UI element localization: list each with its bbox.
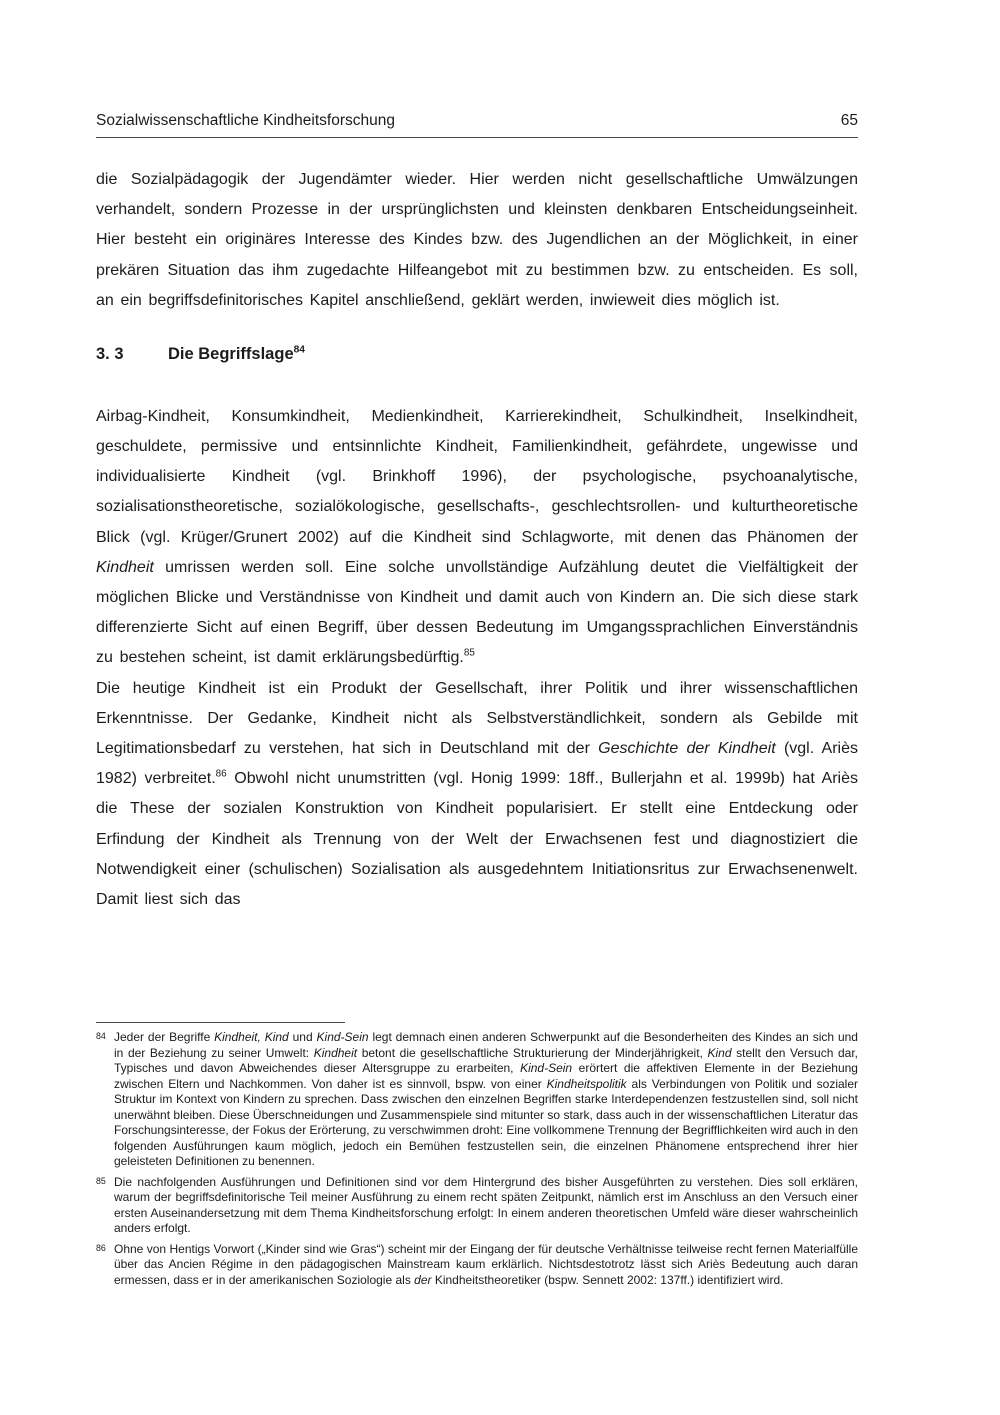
text-run: Airbag-Kindheit, Konsumkindheit, Medienkindheit, Karrierekindheit, Schulkindheit, Inselkindheit, geschuldete, permissive und entsinnlichte Kindheit, Familienkindheit, gefährdete, ungewisse und individualisierte Kindheit (vgl. Brinkhoff 1996), der psychologische, psychoanalytische, sozialisationstheoretische, sozialökologische, gesellschafts-, geschlechtsrollen- und kulturtheoretische Blick (vgl. Krüger/Grunert 2002) auf die Kindheit sind Schlagworte, mit denen das Phänomen der (96, 407, 858, 546)
header-title: Sozialwissenschaftliche Kindheitsforschung (96, 112, 395, 129)
paragraph-continuation (96, 165, 858, 316)
text-run: Kind-Sein (316, 1030, 369, 1044)
footnote-85 (96, 1175, 858, 1237)
footnote-number: 85 (96, 1175, 106, 1186)
text-run: der (414, 1272, 432, 1287)
paragraph-begriffslage (96, 402, 858, 674)
footnote-reference: 86 (215, 768, 227, 780)
text-run: Die nachfolgenden Ausführungen und Definitionen sind vor dem Hintergrund des bisher Ausgeführten zu verstehen. Dies soll erklären, warum der begriffsdefinitorische Teil meiner Ausführung zu einem recht späten Zeitpunkt, nämlich erst im Anschluss an den Versuch einer ersten Auseinandersetzung mit dem Thema Kindheitsforschung erfolgt: In einem anderen theoretischen Umfeld wäre dieser wahrscheinlich anders erfolgt. (114, 1174, 858, 1235)
text-run: Die heutige Kindheit ist ein Produkt der Gesellschaft, ihrer Politik und ihrer wissenschaftlichen Erkenntnisse. Der Gedanke, Kindheit nicht als Selbstverständlichkeit, sondern als Gebilde mit Legitimationsbedarf zu verstehen, hat sich in Deutschland mit der (96, 679, 858, 758)
footnote-number: 86 (96, 1242, 106, 1253)
body-text (96, 165, 858, 915)
footnote-text (114, 1030, 858, 1170)
text-run: Kindheit (96, 558, 154, 576)
paragraph-heutige-kindheit (96, 674, 858, 916)
footnote-separator (96, 1022, 345, 1023)
text-run: betont die gesellschaftliche Strukturierung der Minderjährigkeit, (357, 1045, 708, 1060)
text-run: Kindheitstheoretiker (bspw. Sennett 2002: 137ff.) identifiziert wird. (431, 1272, 784, 1287)
text-run: Kind (707, 1045, 732, 1060)
footnote-area (96, 1022, 858, 1293)
text-run: stellt den Versuch dar, Typisches und davon Abweichendes dieser Altersgruppe zu erarbeiten, (114, 1045, 859, 1075)
running-header (96, 112, 858, 138)
text-run: Jeder der Begriffe (114, 1030, 215, 1044)
text-run: Geschichte der Kindheit (598, 740, 776, 758)
heading-label: Die Begriffslage (168, 345, 294, 364)
footnote-number: 84 (96, 1031, 106, 1041)
text-run: und (288, 1030, 317, 1044)
page-number: 65 (840, 112, 858, 129)
text-run: Kind-Sein (520, 1061, 573, 1075)
text-run: legt demnach einen anderen Schwerpunkt auf die Besonderheiten des Kindes an sich und in der Beziehung zu seiner Umwelt: (114, 1030, 858, 1060)
text-run: Kindheit, Kind (214, 1030, 289, 1044)
text-run: umrissen werden soll. Eine solche unvollständige Aufzählung deutet die Vielfältigkeit der möglichen Blicke und Verständnisse von Kindheit und damit auch von Kindern an. Die sich diese stark differenzierte Sicht auf einen Begriff, über dessen Bedeutung im Umgangssprachlichen Einverständnis zu bestehen scheint, ist damit erklärungsbedürftig. (96, 558, 858, 667)
footnote-text (114, 1175, 858, 1237)
text-run: die Sozialpädagogik der Jugendämter wieder. Hier werden nicht gesellschaftliche Umwälzungen verhandelt, sondern Prozesse in der ursprünglichsten und kleinsten denkbaren Entscheidungseinheit. Hier besteht ein originäres Interesse des Kindes bzw. des Jugendlichen an der Möglichkeit, in einer prekären Situation das ihm zugedachte Hilfeangebot mit zu bestimmen bzw. zu entscheiden. Es soll, an ein begriffsdefinitorisches Kapitel anschließend, geklärt werden, inwieweit dies möglich ist. (96, 171, 858, 309)
section-heading (96, 345, 858, 365)
text-run: Obwohl nicht unumstritten (vgl. Honig 1999: 18ff., Bullerjahn et al. 1999b) hat Ariès die These der sozialen Konstruktion von Kindheit popularisiert. Er stellt eine Entdeckung oder Erfindung der Kindheit als Trennung von der Welt der Erwachsenen fest und diagnostiziert die Notwendigkeit einer (schulischen) Sozialisation als ausgedehntem Initiationsritus zur Erwachsenenwelt. Damit liest sich das (96, 770, 859, 909)
footnote-text (114, 1242, 858, 1289)
text-run: (vgl. Ariès 1982) verbreitet. (96, 740, 859, 788)
text-run: Kindheitspolitik (546, 1076, 627, 1091)
footnote-reference: 85 (463, 648, 475, 660)
text-run: Ohne von Hentigs Vorwort („Kinder sind wie Gras“) scheint mir der Eingang der für deutsche Verhältnisse teilweise recht fernen Materialfülle über das Ancien Régime in den pädagogischen Mainstream kaum erklärlich. Nichtsdestotrotz lässt sich Ariès Bedeutung auch daran ermessen, dass er in der amerikanischen Soziologie als (114, 1241, 858, 1287)
text-run: Kindheit (313, 1045, 358, 1060)
footnote-86 (96, 1242, 858, 1289)
heading-footnote-reference: 84 (293, 344, 305, 356)
footnote-84 (96, 1030, 858, 1170)
text-run: erörtert die affektiven Elemente in der Beziehung zwischen Eltern und Nachkommen. Von daher ist es sinnvoll, bspw. von einer (114, 1061, 858, 1091)
heading-number: 3. 3 (96, 345, 124, 364)
text-run: als Verbindungen von Politik und sozialer Struktur im Kontext von Kindern zu sprechen. Dass zwischen den einzelnen Begriffen starke Interdependenzen festzustellen sind, soll nicht unerwähnt bleiben. Diese Überschneidungen und Zusammenspiele sind mitunter so stark, dass auch in der wissenschaftlichen Literatur das Forschungsinteresse, der Fokus der Erörterung, zu verschwimmen droht: Eine vollkommene Trennung der Begrifflichkeiten wird auch in den folgenden Ausführungen kaum möglich, jedoch ein Bemühen festzustellen sein, die einzelnen Phänomene entsprechend ihrer hier geleisteten Definitionen zu benennen. (114, 1076, 859, 1168)
